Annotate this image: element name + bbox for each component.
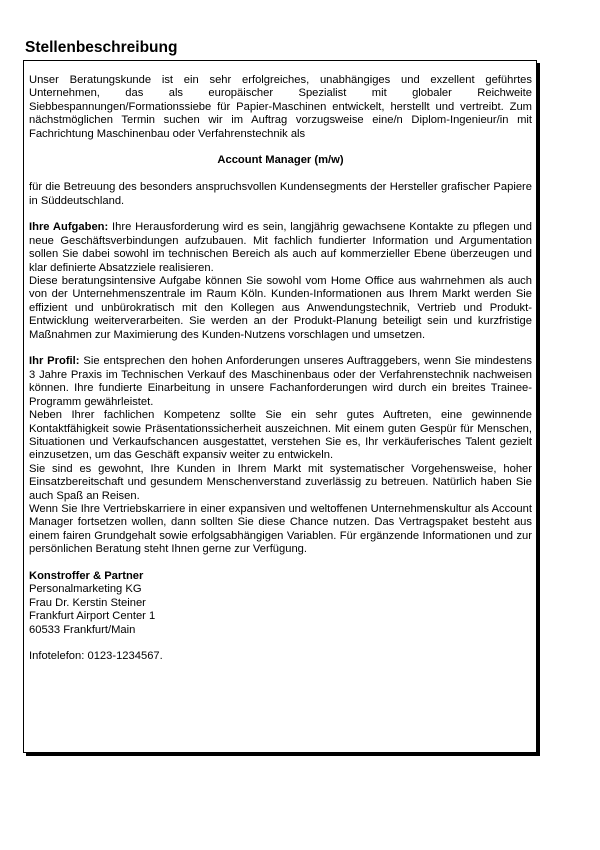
contact-person: Frau Dr. Kerstin Steiner bbox=[29, 596, 146, 609]
tasks-paragraph-2: Diese beratungsintensive Aufgabe können Sie sowohl vom Home Office aus wahrnehmen als auch von der Unternehmenszentrale im Raum Köln. Kunden-Informationen aus Ihrem Markt werden Sie effizient und unbürokratisch mit den Kollegen aus Anwendungstechnik, Vertrieb und Produkt-Entwicklung weiterverarbeiten. Sie werden an der Produkt-Planung beteiligt sein und kurzfristige Maßnahmen zur Maximierung des Kunden-Nutzens vorschlagen und umsetzen. bbox=[29, 275, 532, 341]
tasks-paragraph bbox=[29, 221, 532, 275]
profile-paragraph-3: Sie sind es gewohnt, Ihre Kunden in Ihrem Markt mit systematischer Vorgehensweise, hoher Einsatzbereitschaft und gesundem Menschenverstand zuverlässig zu betreuen. Natürlich haben Sie auch Spaß an Reisen. bbox=[29, 462, 532, 502]
position-title: Account Manager (m/w) bbox=[217, 154, 344, 167]
profile-paragraph-2: Neben Ihrer fachlichen Kompetenz sollte Sie ein sehr gutes Auftreten, eine gewinnende Kontaktfähigkeit sowie Präsentationssicherheit auszeichnen. Mit einem guten Gespür für Menschen, Situationen und Verkaufschancen ausgestattet, verstehen Sie es, Ihr verkäuferisches Talent gezielt einzusetzen, um das Geschäft expansiv weiter zu entwickeln. bbox=[29, 409, 532, 462]
profile-paragraph bbox=[29, 355, 532, 409]
profile-label: Ihr Profil: bbox=[29, 355, 80, 368]
page-title: Stellenbeschreibung bbox=[25, 39, 178, 56]
profile-text: Sie entsprechen den hohen Anforderungen unseres Auftraggebers, wenn Sie mindestens 3 Jahre Praxis im Technischen Verkauf des Maschinenbaus oder der Verfahrenstechnik nachweisen können. Ihre fundierte Einarbeitung in unsere Fachanforderungen wird durch ein breites Trainee-Programm gewährleistet. bbox=[29, 355, 532, 408]
job-description-content bbox=[29, 74, 532, 664]
tasks-text: Ihre Herausforderung wird es sein, langjährig gewachsene Kontakte zu pflegen und neue Geschäftsverbindungen aufzubauen. Mit fachlich fundierter Information und Argumentation sollen Sie dabei sowohl im technischen Bereich als auch auf kommerzieller Ebene überzeugen und klar definierte Absatzziele realisieren. bbox=[29, 221, 533, 274]
contact-city: 60533 Frankfurt/Main bbox=[29, 623, 136, 636]
profile-paragraph-4: Wenn Sie Ihre Vertriebskarriere in einer expansiven und weltoffenen Unternehmenskultur als Account Manager fortsetzen wollen, dann sollten Sie diese Chance nutzen. Das Vertragspaket besteht aus einem fairen Grundgehalt sowie erfolgsabhängigen Variablen. Für ergänzende Informationen und zur persönlichen Beratung steht Ihnen gerne zur Verfügung. bbox=[29, 502, 532, 556]
contact-company: Konstroffer & Partner bbox=[29, 569, 144, 582]
intro-paragraph: Unser Beratungskunde ist ein sehr erfolgreiches, unabhängiges und exzellent geführtes Unternehmen, das als europäischer Spezialist mit globaler Reichweite Siebbespannungen/Formationssiebe für Papier-Maschinen entwickelt, herstellt und vertreibt. Zum nächstmöglichen Termin suchen wir im Auftrag vorzugsweise eine/n Diplom-Ingenieur/in mit Fachrichtung Maschinenbau oder Verfahrenstechnik als bbox=[29, 74, 532, 140]
contact-phone: Infotelefon: 0123-1234567. bbox=[29, 650, 163, 663]
contact-block bbox=[29, 570, 532, 637]
contact-street: Frankfurt Airport Center 1 bbox=[29, 610, 156, 623]
tasks-label: Ihre Aufgaben: bbox=[29, 221, 109, 234]
job-description-box bbox=[23, 60, 537, 753]
contact-line: Personalmarketing KG bbox=[29, 583, 142, 596]
position-description: für die Betreuung des besonders anspruchsvollen Kundensegments der Hersteller grafischer Papiere in Süddeutschland. bbox=[29, 181, 532, 207]
